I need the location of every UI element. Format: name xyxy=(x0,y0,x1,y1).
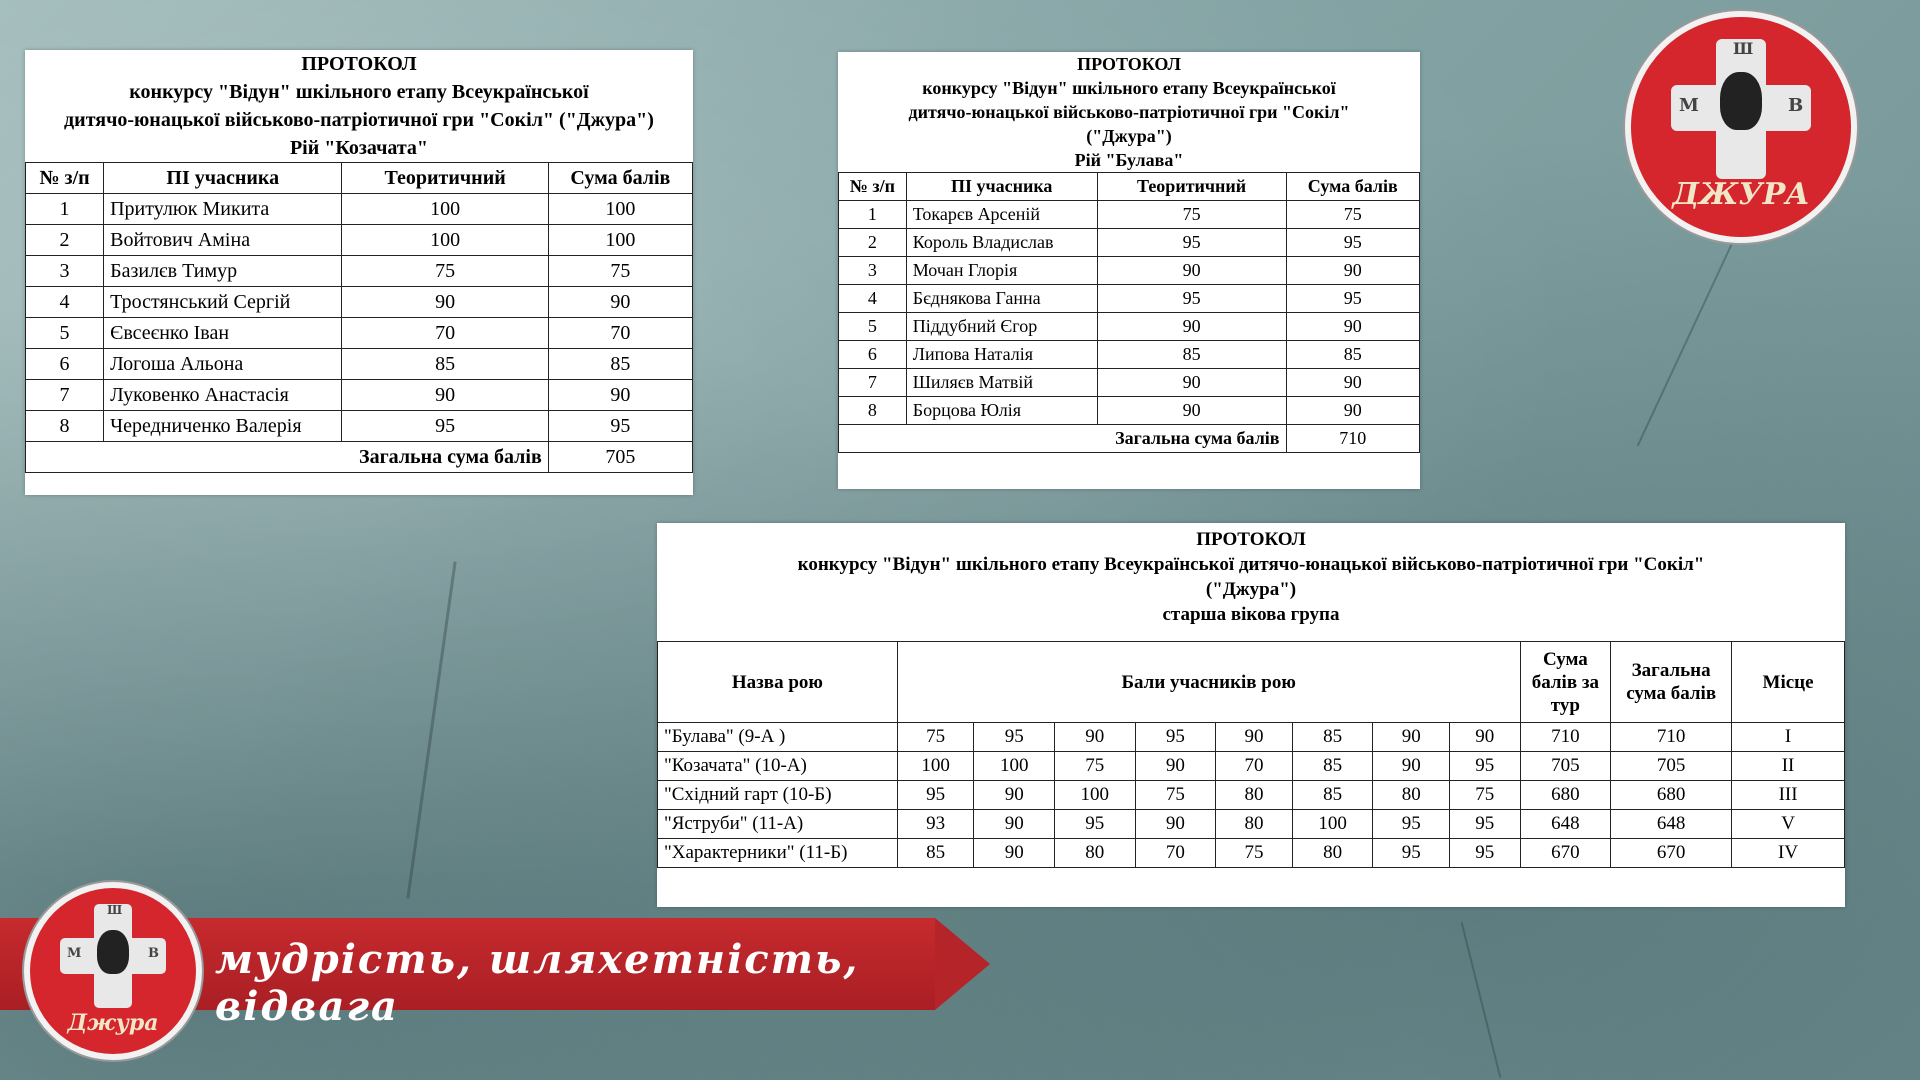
participant-score: 100 xyxy=(1292,810,1373,839)
score-sum: 90 xyxy=(548,380,692,411)
row-number: 6 xyxy=(839,341,907,369)
participant-name: Король Владислав xyxy=(906,229,1097,257)
table-row xyxy=(658,810,1845,839)
table-row xyxy=(839,257,1420,285)
participant-score: 95 xyxy=(1135,723,1216,752)
squad-name: "Яструби" (11-А) xyxy=(658,810,898,839)
score-sum: 100 xyxy=(548,225,692,256)
table-row xyxy=(26,194,693,225)
theory-score: 95 xyxy=(1097,285,1286,313)
participant-name: Мочан Глорія xyxy=(906,257,1097,285)
row-number: 5 xyxy=(26,318,104,349)
participant-name: Липова Наталія xyxy=(906,341,1097,369)
participant-score: 95 xyxy=(1449,839,1520,868)
header-number: № з/п xyxy=(839,173,907,201)
participant-score: 95 xyxy=(897,781,974,810)
row-number: 3 xyxy=(839,257,907,285)
header-theory: Теоритичний xyxy=(342,163,548,194)
participant-score: 70 xyxy=(1135,839,1216,868)
participant-name: Шиляєв Матвій xyxy=(906,369,1097,397)
table-row xyxy=(839,229,1420,257)
protocol-subtitle: конкурсу "Відун" шкільного етапу Всеукраїнської xyxy=(129,81,589,103)
participant-name: Чередниченко Валерія xyxy=(104,411,342,442)
row-number: 2 xyxy=(26,225,104,256)
table-row xyxy=(26,411,693,442)
table-row xyxy=(839,201,1420,229)
total-sum: 680 xyxy=(1611,781,1732,810)
protocol-subtitle: дитячо-юнацької військово-патріотичної гри "Сокіл" ("Джура") xyxy=(64,109,654,131)
table-row xyxy=(839,397,1420,425)
participant-score: 80 xyxy=(1373,781,1450,810)
protocol-title: ПРОТОКОЛ xyxy=(1196,529,1306,550)
participant-score: 90 xyxy=(1135,752,1216,781)
participant-score: 80 xyxy=(1292,839,1373,868)
table-row xyxy=(839,285,1420,313)
participant-name: Борцова Юлія xyxy=(906,397,1097,425)
score-sum: 70 xyxy=(548,318,692,349)
score-sum: 95 xyxy=(1286,285,1419,313)
wall-crack xyxy=(1461,922,1502,1078)
age-group: старша вікова група xyxy=(1162,604,1340,625)
row-number: 4 xyxy=(26,287,104,318)
row-number: 2 xyxy=(839,229,907,257)
participant-name: Луковенко Анастасія xyxy=(104,380,342,411)
total-label: Загальна сума балів xyxy=(26,442,549,473)
score-sum: 95 xyxy=(548,411,692,442)
logo-letter: М xyxy=(1679,95,1699,116)
participant-score: 80 xyxy=(1216,781,1293,810)
header-theory: Теоритичний xyxy=(1097,173,1286,201)
score-sum: 90 xyxy=(1286,397,1419,425)
table-row xyxy=(26,380,693,411)
logo-letter: Ш xyxy=(1733,39,1754,58)
table-row xyxy=(26,349,693,380)
place: III xyxy=(1732,781,1845,810)
wall-crack xyxy=(406,561,456,898)
participant-score: 95 xyxy=(974,723,1055,752)
participant-score: 90 xyxy=(974,781,1055,810)
participant-name: Тростянський Сергій xyxy=(104,287,342,318)
participant-score: 90 xyxy=(1135,810,1216,839)
tour-sum: 680 xyxy=(1520,781,1611,810)
score-sum: 100 xyxy=(548,194,692,225)
row-number: 8 xyxy=(839,397,907,425)
protocol-title: ПРОТОКОЛ xyxy=(301,53,417,75)
header-total: Загальна сума балів xyxy=(1611,642,1732,723)
table-header-row xyxy=(658,642,1845,723)
protocol-subtitle: ("Джура") xyxy=(1086,126,1172,146)
participant-score: 90 xyxy=(1055,723,1136,752)
participant-score: 90 xyxy=(974,810,1055,839)
theory-score: 95 xyxy=(1097,229,1286,257)
participant-score: 95 xyxy=(1449,752,1520,781)
participant-name: Піддубний Єгор xyxy=(906,313,1097,341)
dzhura-logo-small xyxy=(30,888,196,1054)
participant-score: 85 xyxy=(1292,723,1373,752)
participant-name: Войтович Аміна xyxy=(104,225,342,256)
table-row xyxy=(658,781,1845,810)
total-sum: 670 xyxy=(1611,839,1732,868)
participant-score: 100 xyxy=(897,752,974,781)
row-number: 1 xyxy=(839,201,907,229)
participant-score: 90 xyxy=(974,839,1055,868)
table-row xyxy=(26,225,693,256)
participant-score: 80 xyxy=(1055,839,1136,868)
table-row xyxy=(839,369,1420,397)
tour-sum: 648 xyxy=(1520,810,1611,839)
total-sum: 710 xyxy=(1611,723,1732,752)
participant-score: 100 xyxy=(1055,781,1136,810)
protocol-senior-group xyxy=(657,523,1845,907)
protocol-bulava xyxy=(838,52,1420,489)
place: II xyxy=(1732,752,1845,781)
table-row xyxy=(839,341,1420,369)
header-sum: Сума балів xyxy=(548,163,692,194)
score-sum: 90 xyxy=(1286,369,1419,397)
theory-score: 90 xyxy=(1097,313,1286,341)
table-header-row xyxy=(26,163,693,194)
protocol-title: ПРОТОКОЛ xyxy=(1077,54,1181,74)
score-sum: 85 xyxy=(548,349,692,380)
row-number: 8 xyxy=(26,411,104,442)
protocol-subtitle: конкурсу "Відун" шкільного етапу Всеукраїнської дитячо-юнацької військово-патріотичної гри "Сокіл" xyxy=(797,554,1705,575)
logo-word: ДЖУРА xyxy=(1672,177,1810,212)
participant-score: 95 xyxy=(1373,839,1450,868)
participants-table xyxy=(838,172,1420,453)
participant-score: 90 xyxy=(1449,723,1520,752)
squad-name: "Булава" (9-А ) xyxy=(658,723,898,752)
participant-score: 90 xyxy=(1216,723,1293,752)
row-number: 6 xyxy=(26,349,104,380)
protocol-subtitle: ("Джура") xyxy=(1205,579,1297,600)
row-number: 5 xyxy=(839,313,907,341)
theory-score: 90 xyxy=(1097,369,1286,397)
score-sum: 90 xyxy=(1286,313,1419,341)
score-sum: 85 xyxy=(1286,341,1419,369)
total-label: Загальна сума балів xyxy=(839,425,1287,453)
table-row xyxy=(658,752,1845,781)
place: I xyxy=(1732,723,1845,752)
protocol-kozachata xyxy=(25,50,693,495)
participant-score: 75 xyxy=(1135,781,1216,810)
participant-score: 75 xyxy=(1449,781,1520,810)
theory-score: 85 xyxy=(1097,341,1286,369)
theory-score: 100 xyxy=(342,194,548,225)
score-sum: 90 xyxy=(1286,257,1419,285)
header-name: ПІ учасника xyxy=(906,173,1097,201)
table-row xyxy=(658,839,1845,868)
participant-name: Логоша Альона xyxy=(104,349,342,380)
logo-letter: Ш xyxy=(107,903,123,917)
theory-score: 95 xyxy=(342,411,548,442)
header-place: Місце xyxy=(1732,642,1845,723)
tour-sum: 670 xyxy=(1520,839,1611,868)
theory-score: 100 xyxy=(342,225,548,256)
participant-score: 85 xyxy=(1292,781,1373,810)
total-value: 705 xyxy=(548,442,692,473)
theory-score: 75 xyxy=(1097,201,1286,229)
participant-name: Притулюк Микита xyxy=(104,194,342,225)
participant-score: 85 xyxy=(897,839,974,868)
participant-score: 90 xyxy=(1373,752,1450,781)
participant-name: Бєднякова Ганна xyxy=(906,285,1097,313)
participant-score: 80 xyxy=(1216,810,1293,839)
header-scores: Бали учасників рою xyxy=(897,642,1520,723)
participant-score: 93 xyxy=(897,810,974,839)
theory-score: 90 xyxy=(1097,257,1286,285)
total-value: 710 xyxy=(1286,425,1419,453)
participant-score: 70 xyxy=(1216,752,1293,781)
header-name: ПІ учасника xyxy=(104,163,342,194)
theory-score: 90 xyxy=(342,287,548,318)
row-number: 4 xyxy=(839,285,907,313)
logo-word: Джура xyxy=(67,1010,159,1036)
participant-name: Токарєв Арсеній xyxy=(906,201,1097,229)
squad-name: "Східний гарт (10-Б) xyxy=(658,781,898,810)
row-number: 3 xyxy=(26,256,104,287)
participant-score: 95 xyxy=(1055,810,1136,839)
tour-sum: 710 xyxy=(1520,723,1611,752)
table-row xyxy=(26,318,693,349)
total-row xyxy=(26,442,693,473)
theory-score: 85 xyxy=(342,349,548,380)
logo-letter: В xyxy=(1788,95,1804,116)
total-sum: 705 xyxy=(1611,752,1732,781)
theory-score: 70 xyxy=(342,318,548,349)
theory-score: 90 xyxy=(342,380,548,411)
cossack-head-icon xyxy=(1720,72,1762,130)
theory-score: 90 xyxy=(1097,397,1286,425)
place: V xyxy=(1732,810,1845,839)
total-sum: 648 xyxy=(1611,810,1732,839)
participant-score: 90 xyxy=(1373,723,1450,752)
row-number: 7 xyxy=(839,369,907,397)
header-tour-sum: Сума балів за тур xyxy=(1520,642,1611,723)
squad-name: "Козачата" (10-А) xyxy=(658,752,898,781)
logo-letter: М xyxy=(67,946,82,961)
protocol-subtitle: конкурсу "Відун" шкільного етапу Всеукраїнської xyxy=(922,78,1336,98)
squad-name: Рій "Булава" xyxy=(1074,150,1184,170)
tour-sum: 705 xyxy=(1520,752,1611,781)
participant-score: 75 xyxy=(897,723,974,752)
header-sum: Сума балів xyxy=(1286,173,1419,201)
dzhura-logo xyxy=(1631,17,1851,237)
header-squad-name: Назва рою xyxy=(658,642,898,723)
table-header-row xyxy=(839,173,1420,201)
participant-score: 100 xyxy=(974,752,1055,781)
table-row xyxy=(658,723,1845,752)
participant-score: 95 xyxy=(1373,810,1450,839)
score-sum: 75 xyxy=(548,256,692,287)
cossack-head-icon xyxy=(97,930,129,974)
protocol-subtitle: дитячо-юнацької військово-патріотичної гри "Сокіл" xyxy=(908,102,1350,122)
motto-text: мудрість, шляхетність, відвага xyxy=(215,936,860,1030)
participant-score: 75 xyxy=(1216,839,1293,868)
place: IV xyxy=(1732,839,1845,868)
row-number: 1 xyxy=(26,194,104,225)
score-sum: 75 xyxy=(1286,201,1419,229)
participant-score: 85 xyxy=(1292,752,1373,781)
participant-score: 95 xyxy=(1449,810,1520,839)
table-row xyxy=(839,313,1420,341)
table-row xyxy=(26,256,693,287)
logo-letter: В xyxy=(148,946,159,961)
table-row xyxy=(26,287,693,318)
squad-name: Рій "Козачата" xyxy=(289,137,429,159)
participant-name: Базилєв Тимур xyxy=(104,256,342,287)
header-number: № з/п xyxy=(26,163,104,194)
squad-name: "Характерники" (11-Б) xyxy=(658,839,898,868)
score-sum: 90 xyxy=(548,287,692,318)
participants-table xyxy=(25,162,693,473)
theory-score: 75 xyxy=(342,256,548,287)
participant-score: 75 xyxy=(1055,752,1136,781)
participant-name: Євсеєнко Іван xyxy=(104,318,342,349)
row-number: 7 xyxy=(26,380,104,411)
total-row xyxy=(839,425,1420,453)
results-table xyxy=(657,641,1845,868)
score-sum: 95 xyxy=(1286,229,1419,257)
